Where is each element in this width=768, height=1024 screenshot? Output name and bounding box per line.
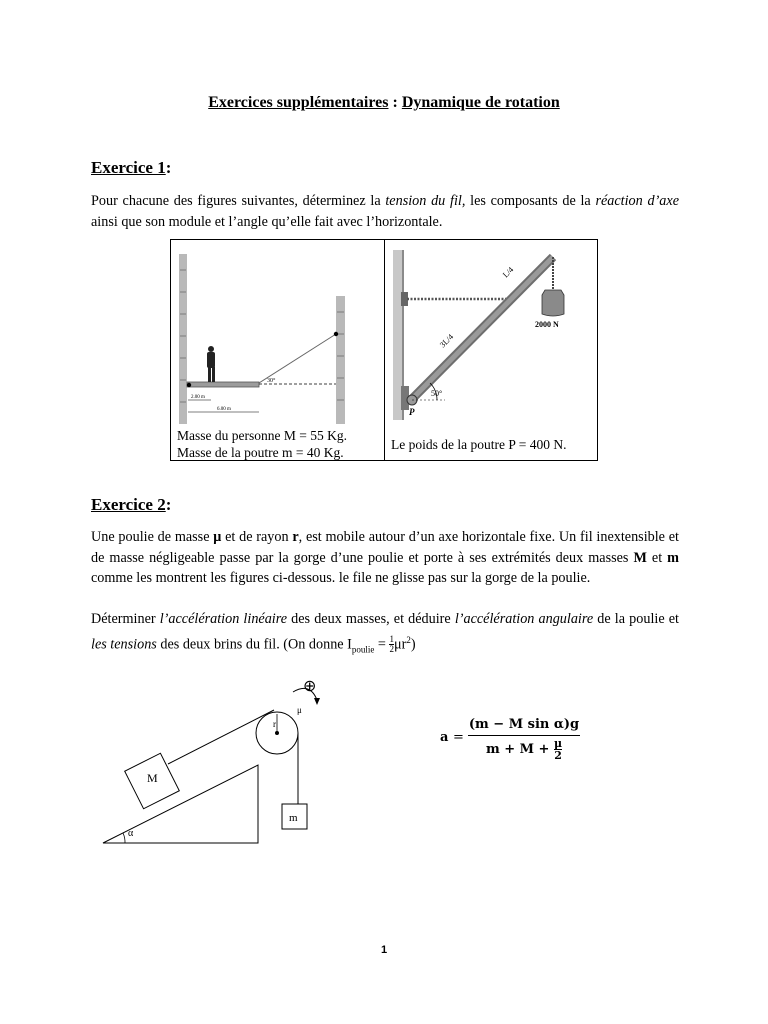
ex1-text-c: les composants de la — [465, 193, 596, 209]
angle-label: 50° — [431, 389, 443, 398]
ex2-q-text: des deux masses, et déduire — [287, 611, 455, 627]
title-part1: Exercices supplémentaires — [208, 94, 389, 111]
ex1-text-e: ainsi que son module et l’angle qu’elle fait avec l’horizontale. — [91, 213, 443, 230]
exercise2-title: Exercice 2 — [91, 495, 166, 514]
ex2-q-italic: les tensions — [91, 636, 157, 653]
person-figure — [207, 346, 215, 382]
cable-anchor — [334, 332, 338, 336]
ex1-text-d: réaction d’axe — [595, 193, 679, 209]
beam — [187, 382, 259, 387]
pulley-incline-diagram — [95, 670, 335, 850]
denominator-fraction — [554, 738, 562, 761]
exercise1-statement — [91, 191, 679, 232]
alpha-arc — [123, 833, 125, 843]
weight-block — [542, 290, 564, 316]
cable — [259, 334, 336, 383]
inertia-subscript: poulie — [351, 644, 375, 655]
dimension-label-1: 2.00 m — [191, 395, 205, 400]
ex1-text-a: Pour chacune des figures suivantes, déterminez la — [91, 193, 386, 209]
exercise1-title: Exercice 1 — [91, 158, 166, 177]
denominator-text: m + M + — [485, 742, 554, 757]
ex2-q-text: μr — [393, 636, 407, 653]
exercise1-heading — [91, 158, 171, 178]
exercise1-colon: : — [165, 158, 172, 177]
left-figure-caption — [177, 427, 382, 461]
formula-fraction — [468, 717, 580, 761]
dimension-label-2: 6.00 m — [217, 407, 231, 412]
formula-numerator: (m − M sin α)g — [468, 717, 580, 736]
caption-person-mass: Masse du personne M = 55 Kg. — [177, 428, 347, 443]
caption-beam-mass: Masse de la poutre m = 40 Kg. — [177, 445, 344, 460]
segment-label-3l4: 3L/4 — [438, 332, 456, 350]
ex2-q-text: = — [374, 636, 390, 653]
ex2-q-text: de la poulie et — [593, 611, 679, 627]
pivot-label: P — [409, 407, 415, 417]
ex2-q-text: ) — [410, 636, 416, 653]
ex2-r: r — [292, 529, 299, 545]
right-wall — [336, 296, 345, 424]
right-figure-crane-beam — [385, 240, 597, 428]
ex2-text: comme les montrent les figures ci-dessous. le file ne glisse pas sur la gorge de la poulie. — [91, 570, 591, 586]
exercise2-question — [91, 609, 679, 660]
cable-bracket — [401, 292, 408, 306]
superscript: 2 — [406, 634, 411, 645]
title-separator: : — [388, 94, 402, 111]
exercise2-heading — [91, 495, 171, 515]
two-denominator: 2 — [554, 749, 562, 762]
exercise2-colon: : — [165, 495, 172, 514]
beam-pivot — [187, 383, 191, 387]
alpha-label: α — [128, 828, 134, 839]
formula-lhs: a — [440, 730, 449, 745]
mu-label: μ — [297, 705, 302, 715]
ex2-text: et — [646, 549, 668, 566]
segment-label-l4: L/4 — [501, 265, 516, 280]
ex2-q-italic: l’accélération angulaire — [454, 611, 594, 627]
angle-label: 30° — [267, 378, 276, 384]
formula-denominator — [468, 736, 580, 761]
incline-plane — [103, 765, 258, 843]
weight-label: 2000 N — [535, 320, 559, 329]
ex2-text: Une poulie de masse — [91, 529, 214, 545]
block-M-label: M — [147, 771, 158, 785]
left-wall — [179, 254, 187, 424]
right-figure-caption: Le poids de la poutre P = 400 N. — [391, 437, 567, 452]
formula-equals: = — [453, 730, 464, 745]
title-part2: Dynamique de rotation — [401, 94, 560, 111]
page-title — [0, 94, 768, 112]
ex2-q-text: des deux brins du fil. (On donne I — [156, 636, 352, 653]
fraction-numerator: 1 — [389, 634, 394, 645]
exercise1-figures-table — [170, 239, 598, 461]
fraction-denominator: 2 — [389, 644, 394, 655]
ex2-M: M — [633, 549, 647, 566]
ex2-q-text: Déterminer — [91, 611, 160, 627]
ex2-q-italic: l’accélération linéaire — [159, 611, 288, 627]
ex2-mu: μ — [213, 529, 222, 545]
exercise2-statement — [91, 527, 679, 589]
ex2-text: , est mobile autour d’un axe horizontale fixe. Un fil inextensible et de masse négligeable passe par la gorge d’une poulie et porte à ses extrémités deux masses — [91, 529, 679, 566]
mu-numerator: μ — [553, 737, 563, 750]
left-figure-person-on-beam — [171, 240, 384, 428]
ex1-text-b: tension du fil, — [385, 193, 466, 209]
block-m-label: m — [289, 812, 298, 824]
ex2-text: et de rayon — [221, 529, 293, 545]
page-number: 1 — [380, 944, 388, 956]
radius-label: r — [273, 719, 276, 729]
ex2-m: m — [667, 549, 679, 566]
rotation-sense-symbol: ⊕ — [303, 678, 317, 695]
